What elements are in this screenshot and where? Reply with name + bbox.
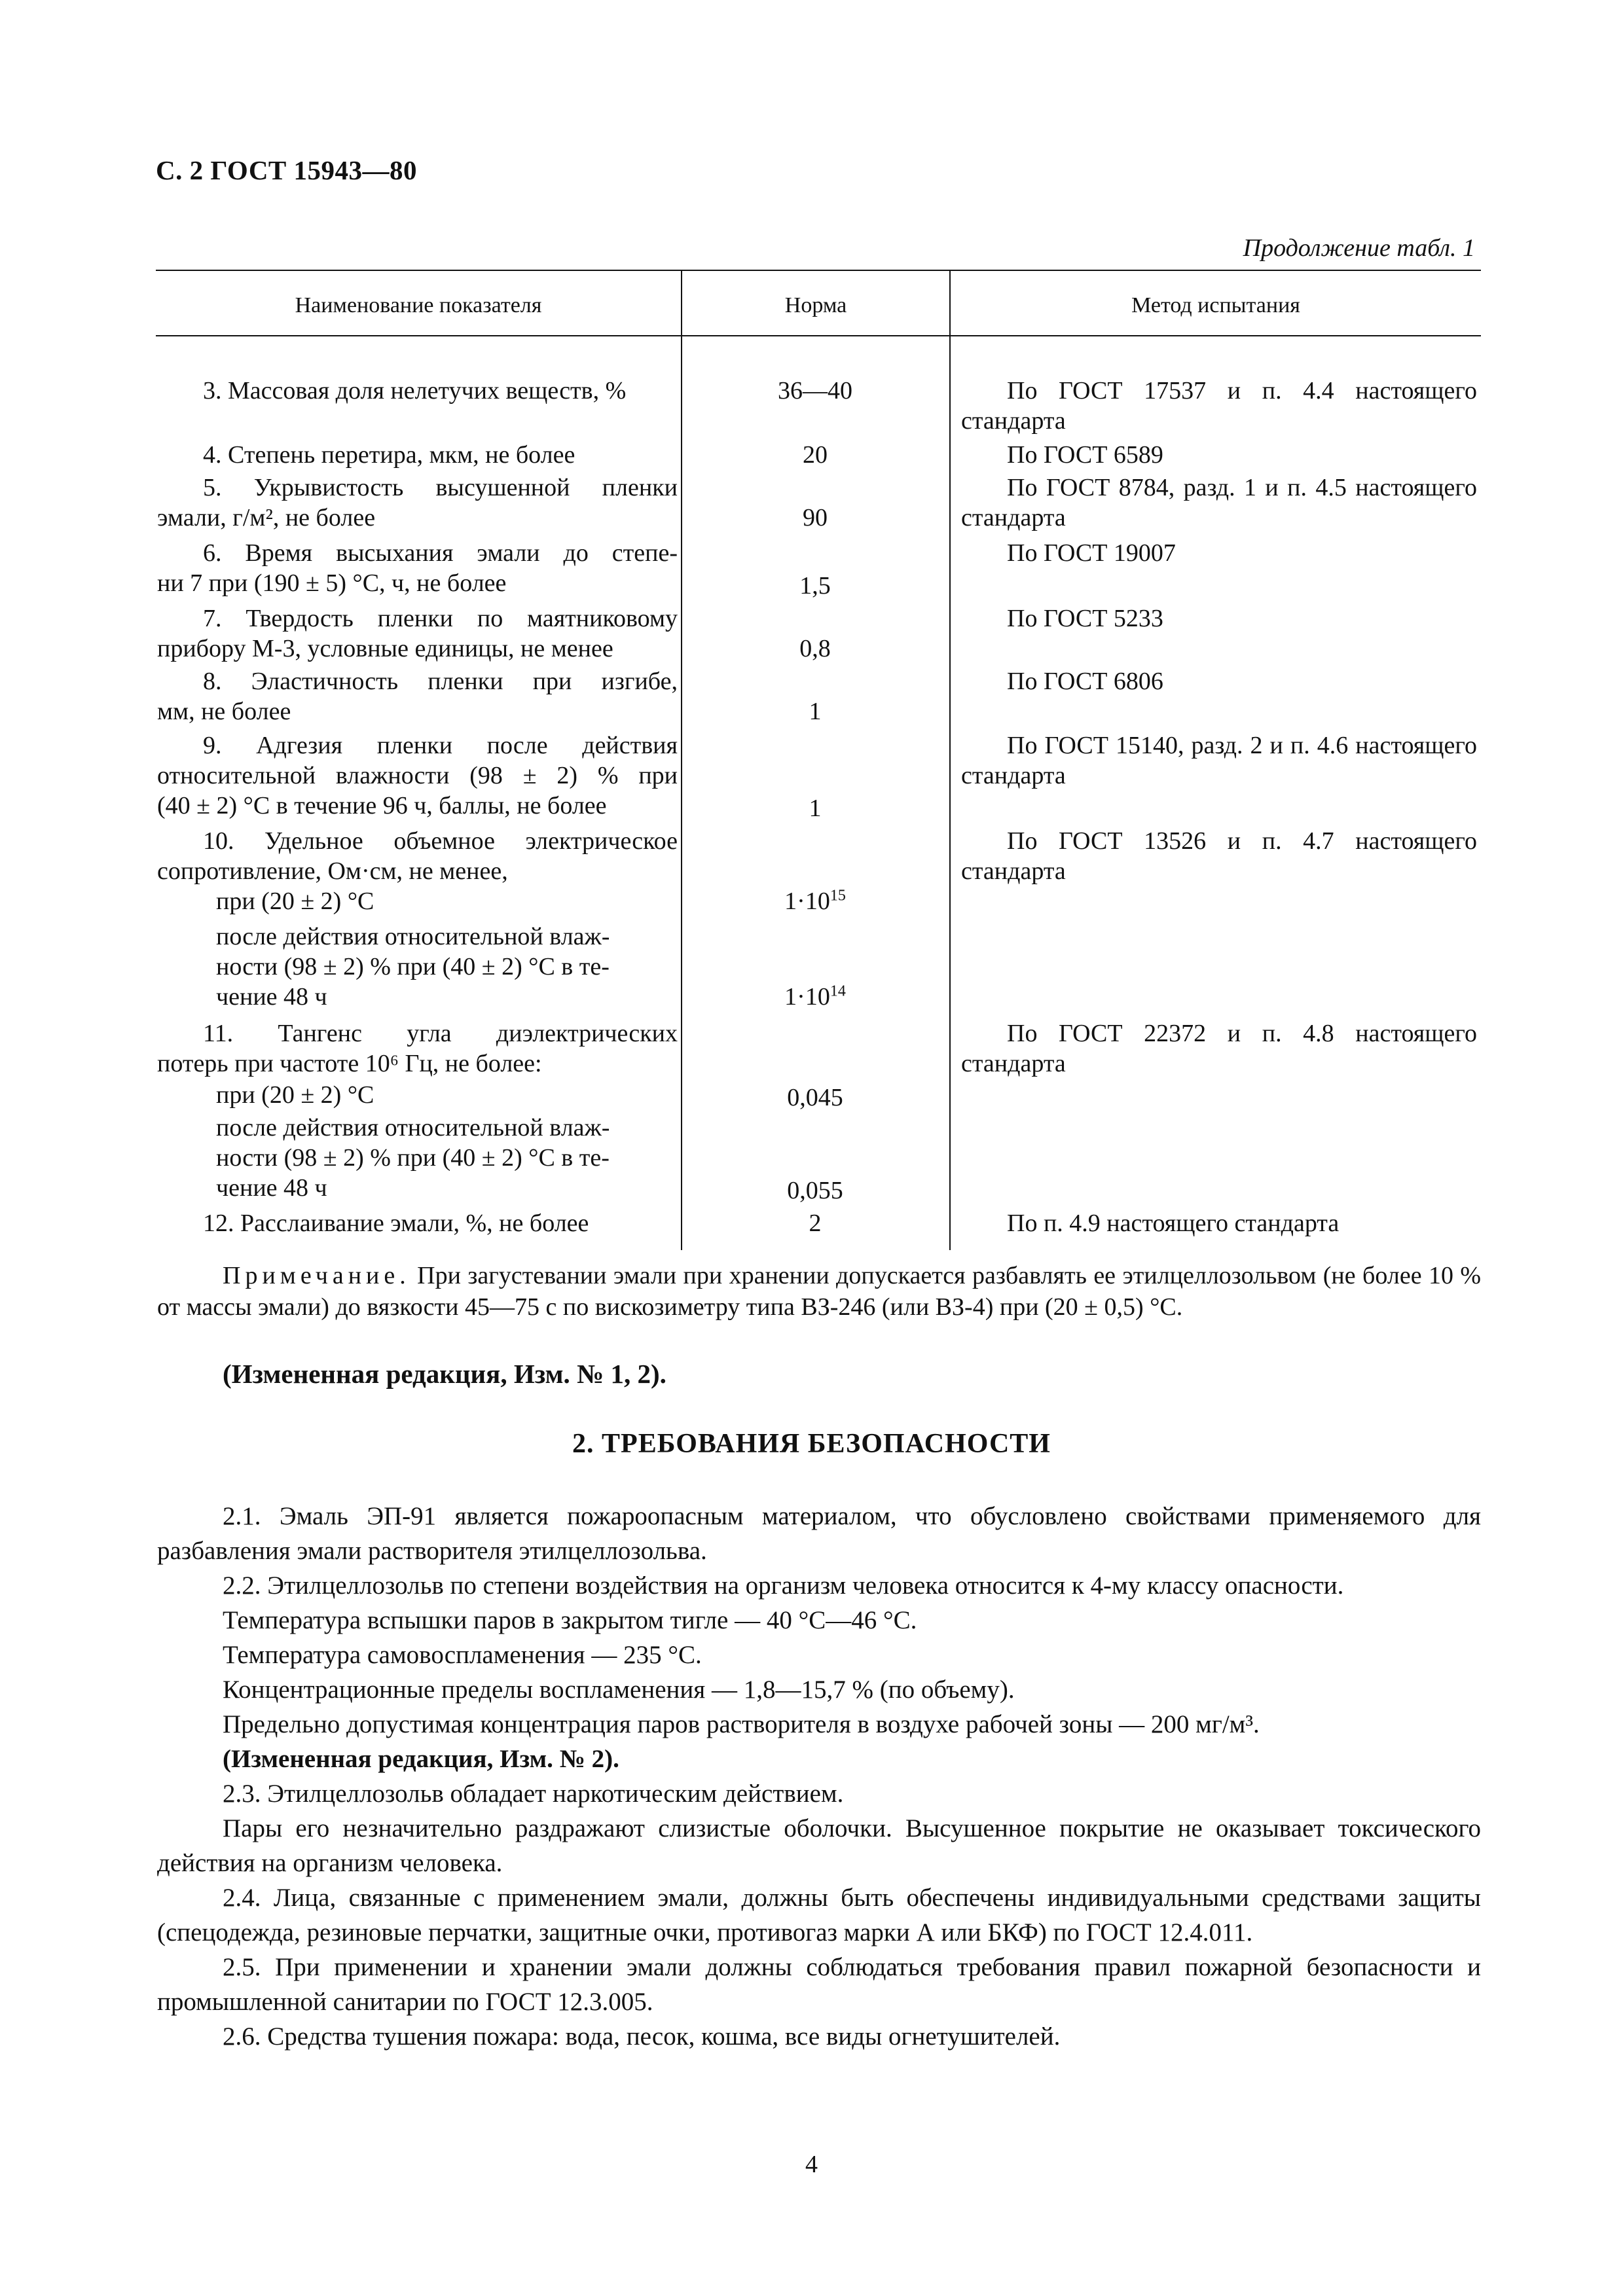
norm-exponent: 15 bbox=[830, 887, 846, 905]
table-continuation-label: Продолжение табл. 1 bbox=[1243, 234, 1475, 262]
norm-exponent: 14 bbox=[830, 982, 846, 1000]
table-row-6-name-line-1: 6. Время высыхания эмали до степе- bbox=[203, 539, 678, 567]
amendment-note-2: (Измененная редакция, Изм. № 2). bbox=[223, 1745, 619, 1773]
paragraph-2-6: 2.6. Средства тушения пожара: вода, песок, кошма, все виды огнетушителей. bbox=[223, 2022, 1061, 2051]
table-row-6-name-line-2: ни 7 при (190 ± 5) °С, ч, не более bbox=[157, 569, 507, 597]
table-row-10b-name-line-2: ности (98 ± 2) % при (40 ± 2) °С в те- bbox=[216, 953, 610, 980]
table-row-9-name-line-2: относительной влажности (98 ± 2) % при bbox=[157, 762, 678, 789]
column-header-method: Метод испытания bbox=[1131, 293, 1300, 317]
table-row-11b-name-line-2: ности (98 ± 2) % при (40 ± 2) °С в те- bbox=[216, 1144, 610, 1172]
section-body bbox=[157, 1499, 1481, 2054]
table-header-rule bbox=[156, 335, 1481, 336]
paragraph-2-1: 2.1. Эмаль ЭП-91 является пожароопасным материалом, что обусловлено свойствами применяемого для разбавления эмали растворителя этилцеллозольва. bbox=[157, 1502, 1481, 1565]
table-row-8-name-line-1: 8. Эластичность пленки при изгибе, bbox=[203, 668, 678, 695]
table-row-7-name-line-2: прибору М-3, условные единицы, не менее bbox=[157, 635, 613, 662]
table-row-11b-name-line-3: чение 48 ч bbox=[216, 1174, 327, 1202]
table-row-6-norm: 1,5 bbox=[799, 572, 831, 600]
norm-base: 1·10 bbox=[784, 888, 830, 915]
table-row-5-name-line-1: 5. Укрывистость высушенной пленки bbox=[203, 474, 678, 501]
table-row-10a-name: при (20 ± 2) °С bbox=[216, 888, 374, 915]
paragraph-2-3: 2.3. Этилцеллозольв обладает наркотическим действием. bbox=[223, 1780, 844, 1808]
table-row-11b-norm: 0,055 bbox=[787, 1177, 843, 1204]
table-row-9-norm: 1 bbox=[809, 795, 822, 822]
table-row-4-name: 4. Степень перетира, мкм, не более bbox=[203, 441, 575, 469]
note-text: При загустевании эмали при хранении допускается разбавлять ее этилцеллозольвом (не более 10 % от массы эмали) до вязкости 45—75 с по вискозиметру типа ВЗ-246 (или ВЗ-4) при (20 ± 0,5) °С. bbox=[157, 1262, 1482, 1321]
table-row-10b-name-line-1: после действия относительной влаж- bbox=[216, 923, 610, 950]
amendment-note: (Измененная редакция, Изм. № 1, 2). bbox=[223, 1359, 666, 1389]
paragraph-2-2: 2.2. Этилцеллозольв по степени воздействия на организм человека относится к 4-му классу опасности. bbox=[223, 1571, 1344, 1600]
section-title: 2. ТРЕБОВАНИЯ БЕЗОПАСНОСТИ bbox=[572, 1429, 1051, 1459]
table-row-3-method: По ГОСТ 17537 и п. 4.4 настоящего стандарта bbox=[961, 377, 1477, 435]
table-row-12-name: 12. Расслаивание эмали, %, не более bbox=[203, 1210, 589, 1237]
table-row-5-name-line-2: эмали, г/м², не более bbox=[157, 504, 376, 531]
table-row-5-method: По ГОСТ 8784, разд. 1 и п. 4.5 настоящего стандарта bbox=[961, 474, 1477, 531]
column-header-indicator: Наименование показателя bbox=[295, 293, 542, 317]
table-row-11a-name: при (20 ± 2) °С bbox=[216, 1081, 374, 1109]
table-row-11b-name-line-1: после действия относительной влаж- bbox=[216, 1114, 610, 1141]
table-row-10-name-line-2: сопротивление, Ом·см, не менее, bbox=[157, 857, 508, 885]
table-row-3-name: 3. Массовая доля нелетучих веществ, % bbox=[203, 377, 627, 404]
table-row-12-method: По п. 4.9 настоящего стандарта bbox=[1007, 1210, 1340, 1237]
page-header: С. 2 ГОСТ 15943—80 bbox=[156, 155, 418, 185]
table-row-7-norm: 0,8 bbox=[799, 635, 831, 662]
table-row-9-method: По ГОСТ 15140, разд. 2 и п. 4.6 настоящего стандарта bbox=[961, 732, 1477, 789]
page-number: 4 bbox=[805, 2151, 818, 2178]
table-row-7-name-line-1: 7. Твердость пленки по маятниковому bbox=[203, 605, 678, 632]
norm-base: 1·10 bbox=[784, 983, 830, 1011]
table-row-8-method: По ГОСТ 6806 bbox=[1007, 668, 1163, 695]
paragraph-autoignition: Температура самовоспламенения — 235 °С. bbox=[223, 1641, 702, 1669]
table-row-10a-norm bbox=[684, 886, 946, 916]
table-row-11-name-line-2: потерь при частоте 10⁶ Гц, не более: bbox=[157, 1050, 542, 1077]
table-row-10-method: По ГОСТ 13526 и п. 4.7 настоящего стандарта bbox=[961, 827, 1477, 885]
table-row-11-name-line-1: 11. Тангенс угла диэлектрических bbox=[203, 1020, 678, 1047]
table-row-5-norm: 90 bbox=[803, 504, 828, 531]
column-header-norm: Норма bbox=[784, 293, 847, 317]
table-row-8-name-line-2: мм, не более bbox=[157, 698, 291, 725]
table-top-rule bbox=[156, 270, 1481, 271]
table-row-10b-norm bbox=[684, 982, 946, 1012]
table-row-6-method: По ГОСТ 19007 bbox=[1007, 539, 1176, 567]
table-row-11-method: По ГОСТ 22372 и п. 4.8 настоящего стандарта bbox=[961, 1020, 1477, 1077]
note-label: Примечание. bbox=[223, 1262, 410, 1289]
table-row-9-name-line-3: (40 ± 2) °С в течение 96 ч, баллы, не более bbox=[157, 792, 607, 819]
table-row-10b-name-line-3: чение 48 ч bbox=[216, 983, 327, 1011]
paragraph-2-5: 2.5. При применении и хранении эмали должны соблюдаться требования правил пожарной безопасности и промышленной санитарии по ГОСТ 12.3.005. bbox=[157, 1953, 1481, 2016]
paragraph-max-concentration: Предельно допустимая концентрация паров растворителя в воздухе рабочей зоны — 200 мг/м³. bbox=[223, 1710, 1260, 1738]
table-row-3-norm: 36—40 bbox=[778, 377, 852, 404]
table-note bbox=[157, 1260, 1481, 1323]
table-row-8-norm: 1 bbox=[809, 698, 822, 725]
paragraph-flash-point: Температура вспышки паров в закрытом тигле — 40 °С—46 °С. bbox=[223, 1606, 917, 1634]
table-row-4-norm: 20 bbox=[803, 441, 828, 469]
paragraph-flammability-limits: Концентрационные пределы воспламенения — 1,8—15,7 % (по объему). bbox=[223, 1676, 1015, 1704]
table-row-11a-norm: 0,045 bbox=[787, 1084, 843, 1111]
table-row-9-name-line-1: 9. Адгезия пленки после действия bbox=[203, 732, 678, 759]
paragraph-2-4: 2.4. Лица, связанные с применением эмали, должны быть обеспечены индивидуальными средствами защиты (спецодежда, резиновые перчатки, защитные очки, противогаз марки А или БКФ) по ГОСТ 12.4.011. bbox=[157, 1884, 1481, 1946]
table-divider-2 bbox=[949, 270, 951, 1250]
table-row-7-method: По ГОСТ 5233 bbox=[1007, 605, 1163, 632]
table-row-4-method: По ГОСТ 6589 bbox=[1007, 441, 1163, 469]
table-row-12-norm: 2 bbox=[809, 1210, 822, 1237]
table-row-10-name-line-1: 10. Удельное объемное электрическое bbox=[203, 827, 678, 855]
paragraph-vapors: Пары его незначительно раздражают слизистые оболочки. Высушенное покрытие не оказывает токсического действия на организм человека. bbox=[157, 1814, 1481, 1877]
